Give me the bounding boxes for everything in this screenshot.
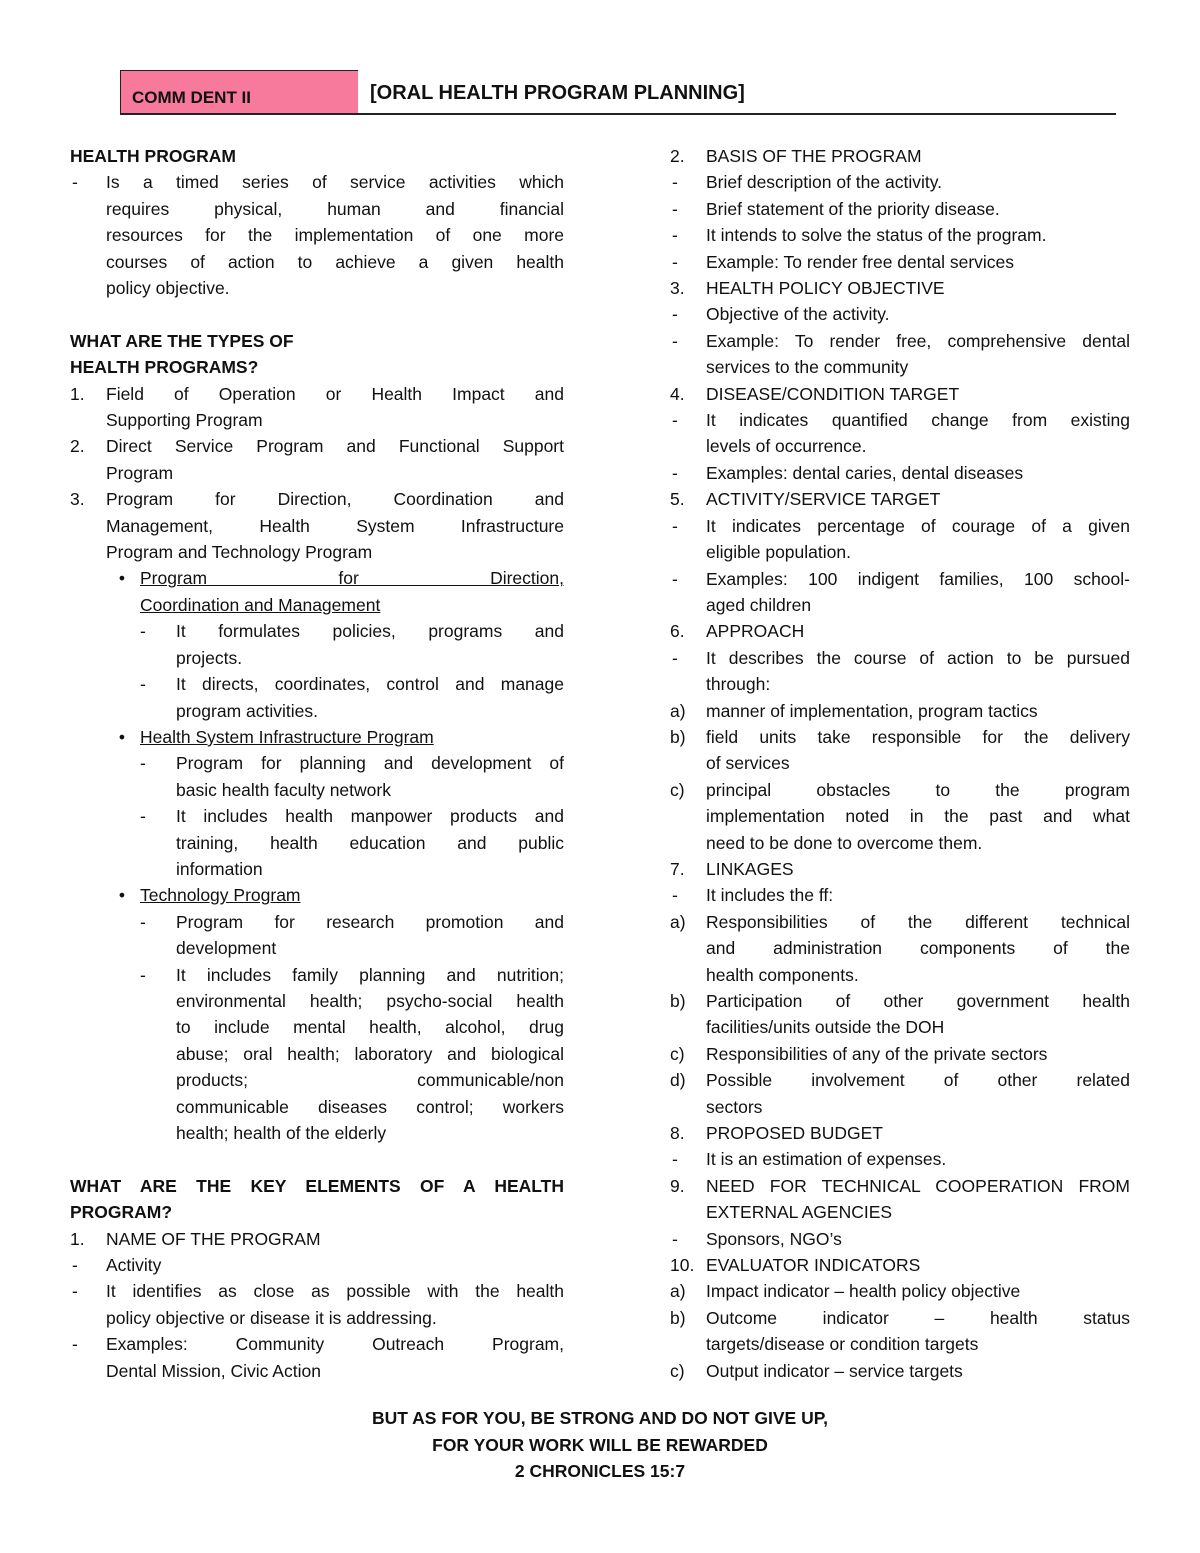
dash-item bbox=[670, 222, 1130, 248]
text-line: Program and Technology Program bbox=[106, 542, 373, 563]
dash-marker: - bbox=[140, 753, 146, 774]
text-line: field units take responsible for the delivery bbox=[706, 726, 1130, 747]
item-text: Responsibilities of any of the private sectors bbox=[706, 1043, 1048, 1064]
right-column bbox=[670, 143, 1130, 1384]
document-title: [ORAL HEALTH PROGRAM PLANNING] bbox=[370, 82, 745, 104]
text-line: Field of Operation or Health Impact and bbox=[106, 383, 564, 404]
multiline-text bbox=[706, 1067, 1130, 1120]
letter-marker: c) bbox=[670, 779, 685, 800]
multiline-text bbox=[176, 750, 564, 803]
numbered-item bbox=[670, 618, 1130, 644]
section-heading-health-program: HEALTH PROGRAM bbox=[70, 146, 236, 166]
text-line: Management, Health System Infrastructure bbox=[106, 515, 564, 536]
text-line: It identifies as close as possible with the health bbox=[106, 1281, 564, 1302]
text-line: sectors bbox=[706, 1096, 763, 1117]
section-heading-key-elements-2: PROGRAM? bbox=[70, 1202, 173, 1223]
dash-marker: - bbox=[672, 225, 678, 246]
number-marker: 7. bbox=[670, 858, 685, 879]
lettered-item bbox=[670, 1305, 1130, 1358]
text-line: It indicates quantified change from existing bbox=[706, 410, 1130, 431]
number-marker: 3. bbox=[670, 278, 685, 299]
dash-item bbox=[70, 1278, 564, 1331]
number-marker: 6. bbox=[670, 621, 685, 642]
text-line: Direct Service Program and Functional Support bbox=[106, 436, 564, 457]
dash-marker: - bbox=[672, 198, 678, 219]
multiline-text bbox=[706, 513, 1130, 566]
numbered-item bbox=[70, 486, 564, 565]
number-marker: 10. bbox=[670, 1255, 695, 1276]
text-line: training, health education and public bbox=[176, 832, 564, 853]
item-text: PROPOSED BUDGET bbox=[706, 1123, 883, 1144]
item-text: It intends to solve the status of the program. bbox=[706, 225, 1047, 246]
page-header bbox=[120, 70, 1116, 116]
multiline-text bbox=[176, 909, 564, 962]
multiline-text bbox=[706, 645, 1130, 698]
dash-item bbox=[70, 1252, 564, 1278]
multiline-text bbox=[706, 566, 1130, 619]
dash-item bbox=[70, 618, 564, 671]
text-line: It formulates policies, programs and bbox=[176, 621, 564, 642]
lettered-item bbox=[670, 988, 1130, 1041]
footer-quote bbox=[0, 1405, 1200, 1485]
dash-marker: - bbox=[672, 885, 678, 906]
lettered-item bbox=[670, 1358, 1130, 1384]
text-line: projects. bbox=[176, 647, 243, 668]
lettered-item bbox=[670, 724, 1130, 777]
dash-marker: - bbox=[140, 806, 146, 827]
dash-marker: - bbox=[140, 621, 146, 642]
lettered-item bbox=[670, 1041, 1130, 1067]
text-line: abuse; oral health; laboratory and biological bbox=[176, 1043, 564, 1064]
item-text: Output indicator – service targets bbox=[706, 1360, 963, 1381]
item-text: APPROACH bbox=[706, 621, 805, 642]
multiline-text bbox=[106, 486, 564, 565]
item-text: Brief description of the activity. bbox=[706, 172, 943, 193]
dash-marker: - bbox=[672, 647, 678, 668]
text-line: development bbox=[176, 938, 277, 959]
dash-marker: - bbox=[672, 462, 678, 483]
bullet-label: Technology Program bbox=[140, 885, 301, 906]
number-marker: 1. bbox=[70, 1228, 85, 1249]
text-line: information bbox=[176, 858, 263, 879]
dash-item bbox=[670, 249, 1130, 275]
dash-item bbox=[670, 882, 1130, 908]
bullet-icon: • bbox=[118, 726, 126, 747]
multiline-text bbox=[106, 433, 564, 486]
text-line: It directs, coordinates, control and manage bbox=[176, 674, 564, 695]
text-line: principal obstacles to the program bbox=[706, 779, 1130, 800]
text-line: Dental Mission, Civic Action bbox=[106, 1360, 321, 1381]
dash-item bbox=[670, 1146, 1130, 1172]
definition-item bbox=[70, 169, 564, 301]
dash-item bbox=[70, 1331, 564, 1384]
dash-item bbox=[670, 1226, 1130, 1252]
number-marker: 2. bbox=[670, 146, 685, 166]
text-line: targets/disease or condition targets bbox=[706, 1334, 979, 1355]
letter-marker: b) bbox=[670, 991, 686, 1011]
item-text: LINKAGES bbox=[706, 858, 794, 879]
text-line: It includes health manpower products and bbox=[176, 806, 564, 827]
footer-line: BUT AS FOR YOU, BE STRONG AND DO NOT GIVE UP, bbox=[371, 1408, 829, 1428]
text-line: environmental health; psycho-social health bbox=[176, 990, 564, 1011]
number-marker: 5. bbox=[670, 489, 685, 510]
dash-item bbox=[70, 962, 564, 1147]
multiline-text bbox=[706, 724, 1130, 777]
letter-marker: c) bbox=[670, 1360, 685, 1381]
section-heading-key-elements: WHAT ARE THE KEY ELEMENTS OF A HEALTH bbox=[70, 1175, 564, 1196]
text-line: Program for planning and development of bbox=[176, 753, 564, 774]
letter-marker: a) bbox=[670, 700, 686, 721]
multiline-text bbox=[706, 407, 1130, 460]
letter-marker: c) bbox=[670, 1043, 685, 1064]
dash-item bbox=[70, 750, 564, 803]
numbered-item bbox=[670, 856, 1130, 882]
item-text: ACTIVITY/SERVICE TARGET bbox=[706, 489, 941, 510]
text-line: Examples: Community Outreach Program, bbox=[106, 1334, 564, 1355]
text-line: Examples: 100 indigent families, 100 school- bbox=[706, 568, 1130, 589]
text-line: aged children bbox=[706, 594, 812, 615]
lettered-item bbox=[670, 1278, 1130, 1304]
text-line: Program for research promotion and bbox=[176, 911, 564, 932]
numbered-item bbox=[70, 1226, 564, 1252]
item-text: NAME OF THE PROGRAM bbox=[106, 1228, 321, 1249]
multiline-text bbox=[106, 1278, 564, 1331]
dash-marker: - bbox=[72, 1281, 78, 1302]
text-line: health components. bbox=[706, 964, 859, 985]
bullet-item bbox=[70, 882, 564, 908]
multiline-text bbox=[106, 1331, 564, 1384]
dash-item bbox=[670, 196, 1130, 222]
course-label: COMM DENT II bbox=[120, 70, 358, 114]
numbered-item bbox=[670, 1120, 1130, 1146]
text-line: Coordination and Management bbox=[140, 594, 381, 615]
multiline-text bbox=[176, 618, 564, 671]
dash-marker: - bbox=[672, 172, 678, 193]
multiline-text bbox=[706, 988, 1130, 1041]
dash-marker: - bbox=[672, 410, 678, 431]
text-line: NEED FOR TECHNICAL COOPERATION FROM bbox=[706, 1175, 1130, 1196]
text-line: policy objective or disease it is addressing. bbox=[106, 1307, 437, 1328]
numbered-item bbox=[670, 486, 1130, 512]
bullet-item bbox=[70, 724, 564, 750]
text-line: Possible involvement of other related bbox=[706, 1070, 1130, 1091]
header-rule bbox=[120, 113, 1116, 115]
dash-marker: - bbox=[672, 1149, 678, 1170]
dash-item bbox=[670, 645, 1130, 698]
text-line: policy objective. bbox=[106, 278, 230, 299]
multiline-text bbox=[706, 777, 1130, 856]
text-line: basic health faculty network bbox=[176, 779, 391, 800]
dash-item bbox=[670, 460, 1130, 486]
bullet-label: Health System Infrastructure Program bbox=[140, 726, 434, 747]
text-line: Is a timed series of service activities which bbox=[106, 172, 564, 193]
text-line: It describes the course of action to be pursued bbox=[706, 647, 1130, 668]
dash-marker: - bbox=[140, 964, 146, 985]
numbered-item bbox=[670, 275, 1130, 301]
text-line: need to be done to overcome them. bbox=[706, 832, 983, 853]
numbered-item bbox=[70, 381, 564, 434]
dash-marker: - bbox=[72, 172, 78, 193]
dash-item bbox=[70, 803, 564, 882]
text-line: eligible population. bbox=[706, 542, 851, 563]
item-text: HEALTH POLICY OBJECTIVE bbox=[706, 278, 945, 299]
multiline-text bbox=[706, 909, 1130, 988]
lettered-item bbox=[670, 698, 1130, 724]
dash-marker: - bbox=[140, 911, 146, 932]
lettered-item bbox=[670, 1067, 1130, 1120]
dash-item bbox=[70, 671, 564, 724]
bullet-icon: • bbox=[118, 568, 126, 589]
number-marker: 8. bbox=[670, 1123, 685, 1144]
dash-item bbox=[670, 328, 1130, 381]
text-line: services to the community bbox=[706, 357, 909, 378]
text-line: Participation of other government health bbox=[706, 991, 1130, 1011]
dash-item bbox=[670, 301, 1130, 327]
lettered-item bbox=[670, 777, 1130, 856]
footer-line: FOR YOUR WORK WILL BE REWARDED bbox=[432, 1434, 768, 1455]
numbered-item bbox=[70, 433, 564, 486]
multiline-text bbox=[176, 803, 564, 882]
number-marker: 1. bbox=[70, 383, 85, 404]
item-text: Examples: dental caries, dental diseases bbox=[706, 462, 1024, 483]
item-text: manner of implementation, program tactics bbox=[706, 700, 1038, 721]
item-text: Impact indicator – health policy objective bbox=[706, 1281, 1021, 1302]
multiline-text bbox=[140, 565, 564, 618]
dash-item bbox=[670, 407, 1130, 460]
text-line: health; health of the elderly bbox=[176, 1123, 387, 1144]
dash-marker: - bbox=[672, 1228, 678, 1249]
dash-item bbox=[670, 513, 1130, 566]
text-line: It indicates percentage of courage of a given bbox=[706, 515, 1130, 536]
text-line: Supporting Program bbox=[106, 410, 263, 431]
multiline-text bbox=[706, 1305, 1130, 1358]
number-marker: 9. bbox=[670, 1175, 685, 1196]
text-line: of services bbox=[706, 753, 790, 774]
text-line: facilities/units outside the DOH bbox=[706, 1017, 945, 1038]
text-line: to include mental health, alcohol, drug bbox=[176, 1017, 564, 1038]
item-text: It includes the ff: bbox=[706, 885, 834, 906]
dash-item bbox=[70, 909, 564, 962]
text-line: It includes family planning and nutrition; bbox=[176, 964, 564, 985]
item-text: Objective of the activity. bbox=[706, 304, 890, 325]
dash-marker: - bbox=[672, 515, 678, 536]
text-line: implementation noted in the past and what bbox=[706, 806, 1130, 827]
letter-marker: b) bbox=[670, 1307, 686, 1328]
text-line: levels of occurrence. bbox=[706, 436, 867, 457]
text-line: Program for Direction, bbox=[140, 568, 564, 589]
text-line: Program bbox=[106, 462, 174, 483]
text-line: through: bbox=[706, 674, 771, 695]
item-text: EVALUATOR INDICATORS bbox=[706, 1255, 921, 1276]
section-heading-types: WHAT ARE THE TYPES OF bbox=[70, 330, 294, 351]
number-marker: 3. bbox=[70, 489, 85, 510]
item-text: Brief statement of the priority disease. bbox=[706, 198, 1000, 219]
dash-marker: - bbox=[672, 251, 678, 272]
text-line: Outcome indicator – health status bbox=[706, 1307, 1130, 1328]
letter-marker: d) bbox=[670, 1070, 686, 1091]
number-marker: 4. bbox=[670, 383, 685, 404]
lettered-item bbox=[670, 909, 1130, 988]
text-line: EXTERNAL AGENCIES bbox=[706, 1202, 893, 1223]
item-text: DISEASE/CONDITION TARGET bbox=[706, 383, 960, 404]
section-heading-types-2: HEALTH PROGRAMS? bbox=[70, 357, 259, 378]
text-line: Responsibilities of the different technical bbox=[706, 911, 1130, 932]
dash-item bbox=[670, 566, 1130, 619]
letter-marker: b) bbox=[670, 726, 686, 747]
text-line: resources for the implementation of one more bbox=[106, 225, 564, 246]
dash-marker: - bbox=[72, 1255, 78, 1276]
multiline-text bbox=[706, 1173, 1130, 1226]
multiline-text bbox=[176, 962, 564, 1147]
dash-marker: - bbox=[672, 330, 678, 351]
item-text: Sponsors, NGO’s bbox=[706, 1228, 842, 1249]
dash-marker: - bbox=[72, 1334, 78, 1355]
dash-marker: - bbox=[672, 568, 678, 589]
bullet-icon: • bbox=[118, 885, 126, 906]
multiline-text bbox=[106, 169, 564, 301]
text-line: Program for Direction, Coordination and bbox=[106, 489, 564, 510]
text-line: communicable diseases control; workers bbox=[176, 1096, 564, 1117]
text-line: and administration components of the bbox=[706, 938, 1130, 959]
dash-marker: - bbox=[140, 674, 146, 695]
multiline-text bbox=[106, 381, 564, 434]
bullet-item bbox=[70, 565, 564, 618]
footer-citation: 2 CHRONICLES 15:7 bbox=[514, 1461, 686, 1481]
multiline-text bbox=[706, 328, 1130, 381]
item-text: Activity bbox=[106, 1255, 162, 1276]
text-line: products; communicable/non bbox=[176, 1070, 564, 1091]
dash-item bbox=[670, 169, 1130, 195]
dash-marker: - bbox=[672, 304, 678, 325]
numbered-item bbox=[670, 1252, 1130, 1278]
item-text: It is an estimation of expenses. bbox=[706, 1149, 947, 1170]
letter-marker: a) bbox=[670, 911, 686, 932]
numbered-item bbox=[670, 381, 1130, 407]
numbered-item bbox=[670, 1173, 1130, 1226]
item-text: BASIS OF THE PROGRAM bbox=[706, 146, 922, 166]
text-line: Example: To render free, comprehensive dental bbox=[706, 330, 1130, 351]
text-line: courses of action to achieve a given health bbox=[106, 251, 564, 272]
item-text: Example: To render free dental services bbox=[706, 251, 1015, 272]
text-line: requires physical, human and financial bbox=[106, 198, 564, 219]
number-marker: 2. bbox=[70, 436, 85, 457]
text-line: program activities. bbox=[176, 700, 318, 721]
multiline-text bbox=[176, 671, 564, 724]
letter-marker: a) bbox=[670, 1281, 686, 1302]
numbered-item bbox=[670, 143, 1130, 169]
left-column bbox=[70, 143, 564, 1384]
